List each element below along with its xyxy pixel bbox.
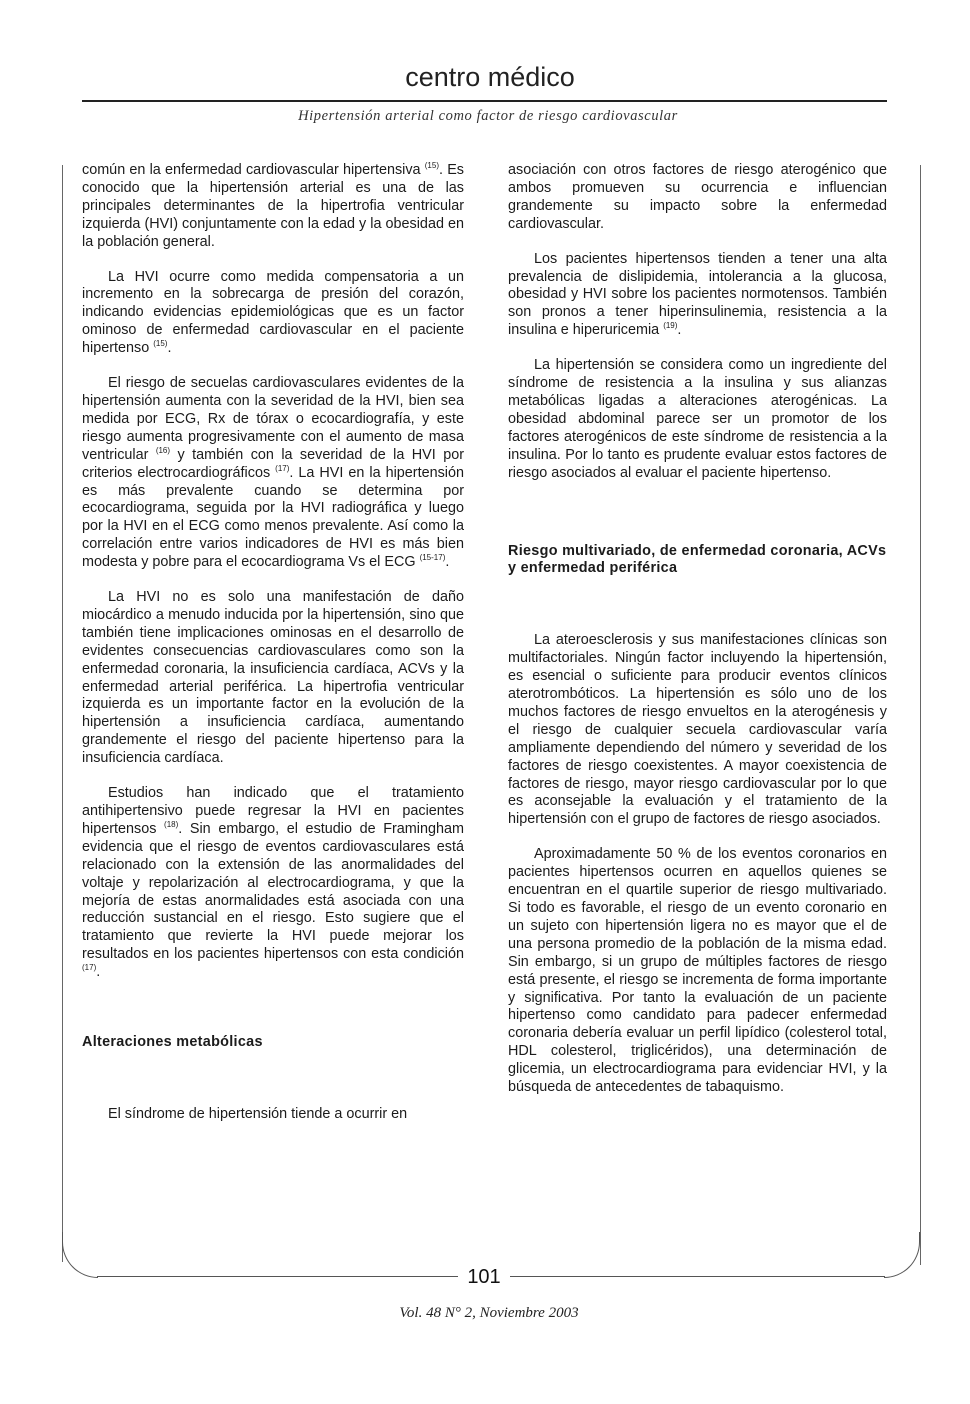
text-run: La hipertensión se considera como un ingrediente del síndrome de resistencia a la insulina y sus alianzas metabólicas ligadas a alteraciones aterogénicas. La obesidad abdominal parece ser un promotor de los factores aterogénicos de este síndrome de resistencia a la insulina. Por lo tanto es prudente evaluar estos factores de riesgo asociados al evaluar el paciente hipertenso. (508, 357, 887, 481)
spacer (82, 982, 464, 1034)
text-run: común en la enfermedad cardiovascular hipertensiva (82, 162, 425, 178)
text-run: La ateroesclerosis y sus manifestaciones clínicas son multifactoriales. Ningún factor incluyendo la hipertensión, es esencial o suficiente para producir eventos clínicos aterotrombóticos. La hipertensión es sólo uno de los muchos factores de riesgo envueltos en la aterogénesis y el riesgo de cualquier secuela cardiovascular varía ampliamente dependiendo del número y severidad de los factores de riesgo coexistentes. A mayor coexistencia de factores de riesgo, mayor riesgo cardiovascular por lo que es aconsejable la evaluación y el tratamiento de la hipertensión con el grupo de factores de riesgo asociados. (508, 632, 887, 828)
footer-curve-left (62, 1232, 98, 1278)
left-column (82, 162, 464, 1124)
section-heading: Riesgo multivariado, de enfermedad coronaria, ACVs y enfermedad periférica (508, 542, 887, 577)
paragraph (508, 162, 887, 234)
text-run: y también con la severidad de la HVI por criterios electrocardiográficos (82, 446, 464, 481)
citation: (15) (153, 339, 168, 349)
paragraph (82, 1106, 464, 1124)
text-run: Aproximadamente 50 % de los eventos coronarios en pacientes hipertensos ocurren en aquellos quienes se encuentran en el quartile superior de riesgo multivariado. Si todo es favorable, el riesgo de un evento coronario en un sujeto con hipertensión ligera no es mayor que el de una persona promedio de la población de la misma edad. Sin embargo, si un grupo de múltiples factores de riesgo está presente, el riesgo se incrementa de forma importante y significativa. Por tanto la evaluación de un paciente hipertenso como candidato para padecer enfermedad coronaria debería evaluar un perfil lipídico (colesterol total, HDL colesterol, triglicéridos), una determinación de glicemia, un electrocardiograma para evidenciar HVI, y la búsqueda de antecedentes de tabaquismo. (508, 846, 887, 1096)
paragraph (82, 162, 464, 252)
spacer (508, 578, 887, 632)
footer-curve-right (884, 1232, 920, 1278)
page-frame-left (62, 165, 63, 1262)
page-frame-right (920, 165, 921, 1265)
paragraph (82, 375, 464, 572)
text-run: El síndrome de hipertensión tiende a ocurrir en (108, 1105, 408, 1122)
footer-rule-left (97, 1276, 458, 1277)
text-run: . La HVI en la hipertensión es más prevalente cuando se determina por ecocardiograma, seguida por la HVI radiográfica y luego por la HVI en el ECG como menos prevalente. Así como la correlación entre varios indicadores de HVI es más bien modesta y pobre para el ecocardiograma Vs el ECG (82, 464, 464, 571)
citation: (15) (424, 161, 439, 170)
header-rule (82, 100, 887, 102)
journal-title: centro médico (405, 62, 575, 92)
paragraph (82, 589, 464, 768)
paragraph (508, 632, 887, 829)
text-run: . Es conocido que la hipertensión arterial es una de las principales determinantes de la hipertrofia ventricular izquierda (HVI) conjuntamente con la edad y la obesidad en la población general. (82, 162, 464, 250)
section-heading: Alteraciones metabólicas (82, 1034, 263, 1051)
running-title: Hipertensión arterial como factor de riesgo cardiovascular (298, 108, 678, 124)
text-run: La HVI no es solo una manifestación de daño miocárdico a menudo inducida por la hipertensión, sino que también tiene implicaciones ominosas en el desarrollo de evidentes consecuencias cardiovasculares como son la enfermedad coronaria, la insuficiencia cardíaca, ACVs y la enfermedad arterial periférica. La hipertrofia ventricular izquierda es un importante factor en la evolución de la hipertensión a insuficiencia cardíaca, aumentando grandemente el riesgo del paciente hipertenso para la insuficiencia cardíaca. (82, 589, 464, 767)
paragraph (82, 785, 464, 982)
paragraph (508, 357, 887, 482)
citation: (17) (82, 963, 97, 973)
paragraph (508, 251, 887, 341)
text-run: El riesgo de secuelas cardiovasculares evidentes de la hipertensión aumenta con la severidad de la HVI, bien sea medida por ECG, Rx de tórax o ecocardiografía, y este riesgo aumenta progresivamente con el aumento de masa ventricular (82, 375, 464, 463)
text-run: . (96, 964, 101, 981)
text-run: . (167, 340, 172, 357)
text-run: asociación con otros factores de riesgo aterogénico que ambos promueven su ocurrencia e influencian grandemente su impacto sobre la enfermedad cardiovascular. (508, 162, 887, 232)
spacer (82, 1052, 464, 1106)
page-number: 101 (467, 1266, 501, 1288)
text-run: La HVI ocurre como medida compensatoria a un incremento en la sobrecarga de presión del corazón, indicando evidencias epidemiológicas que es un factor ominoso de enfermedad cardiovascular en el paciente hipertenso (82, 268, 464, 357)
text-run: . Sin embargo, el estudio de Framingham evidencia que el riesgo de eventos cardiovasculares está relacionado con la extensión de las anormalidades del voltaje y repolarización al electrocardiograma, y que la mejoría de estas anormalidades está asociada con una reducción sustancial en el riesgo. Esto sugiere que el tratamiento que revierte la HVI puede mejorar los resultados en los pacientes hipertensos con esta condición (82, 820, 464, 963)
text-run: Estudios han indicado que el tratamiento antihipertensivo puede regresar la HVI en pacientes hipertensos (82, 785, 464, 837)
citation: (19) (663, 321, 678, 331)
spacer (508, 483, 887, 543)
right-column (508, 162, 887, 1097)
text-run: . (445, 554, 450, 571)
text-run: . (677, 322, 682, 339)
paragraph (508, 846, 887, 1097)
citation: (17) (275, 463, 290, 473)
text-run: Los pacientes hipertensos tienden a tener una alta prevalencia de dislipidemia, intolerancia a la glucosa, obesidad y HVI sobre los pacientes normotensos. También son pronos a tener hiperinsulinemia, resistencia a la insulina e hiperuricemia (508, 250, 887, 339)
paragraph (82, 269, 464, 359)
footer-rule-right (510, 1276, 885, 1277)
citation: (18) (164, 819, 179, 829)
citation: (16) (155, 445, 171, 455)
issue-info: Vol. 48 N° 2, Noviembre 2003 (399, 1305, 579, 1321)
citation: (15-17) (419, 553, 446, 563)
